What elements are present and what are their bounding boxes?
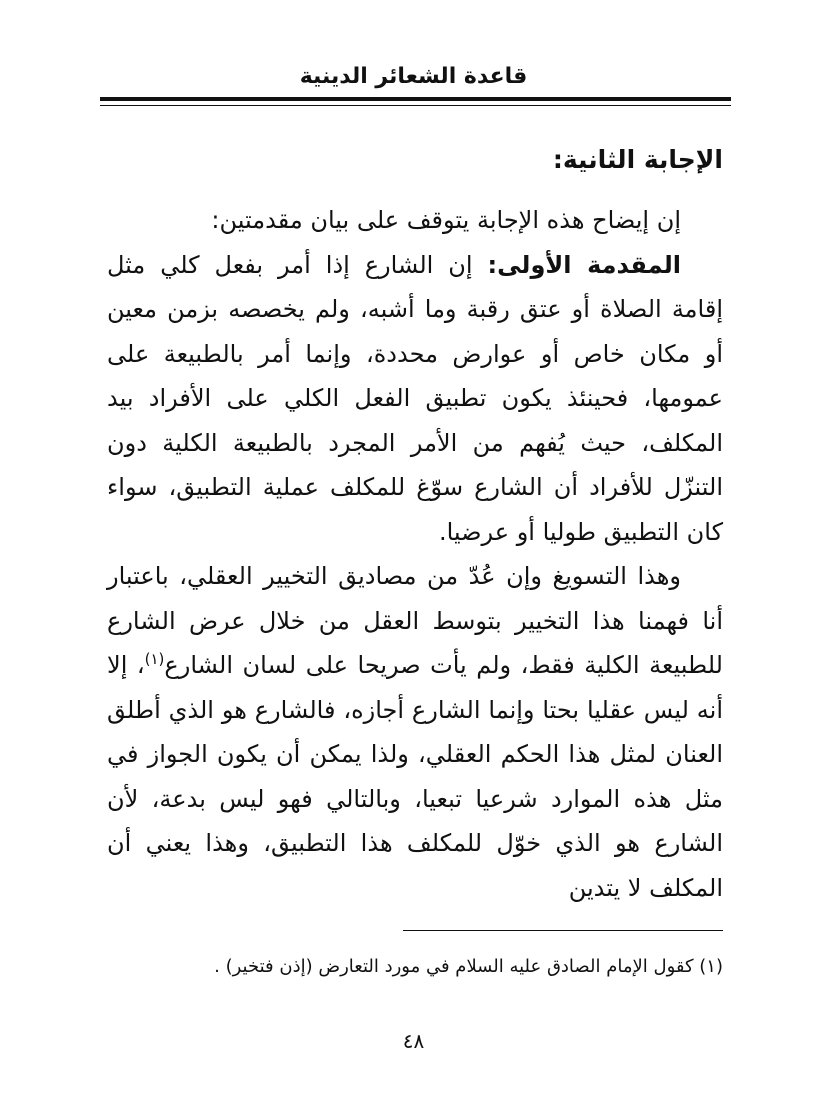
section-heading: الإجابة الثانية: <box>552 145 723 174</box>
paragraph-justification-text-end: ، إلا أنه ليس عقليا بحتا وإنما الشارع أجازه، فالشارع هو الذي أطلق العنان لمثل هذا الحكم العقلي، ولذا يمكن أن يكون الجواز في مثل هذه الموارد شرعيا تبعيا، وبالتالي فهو ليس بدعة، لأن الشارع هو الذي خوّل للمكلف هذا التطبيق، وهذا يعني أن المكلف لا يتدين <box>107 651 723 902</box>
footnote: (١) كقول الإمام الصادق عليه السلام في مورد التعارض (إذن فتخير) . <box>214 956 723 977</box>
paragraph-first-premise <box>107 243 723 555</box>
footnote-reference-mark[interactable]: (١) <box>144 650 165 668</box>
header-rule-thick <box>100 97 731 101</box>
paragraph-justification-text-start: وهذا التسويغ وإن عُدّ من مصاديق التخيير العقلي، باعتبار أنا فهمنا هذا التخيير بتوسط العقل من خلال عرض الشارع للطبيعة الكلية فقط، ولم يأت صريحا على لسان الشارع <box>107 562 723 679</box>
paragraph-intro <box>107 198 723 243</box>
paragraph-lead-label: المقدمة الأولى: <box>487 250 682 279</box>
running-header: قاعدة الشعائر الدينية <box>299 64 528 89</box>
body-text <box>107 198 723 910</box>
paragraph-first-premise-text: إن الشارع إذا أمر بفعل كلي مثل إقامة الصلاة أو عتق رقبة وما أشبه، ولم يخصصه بزمن معين أو مكان خاص أو عوارض محددة، وإنما أمر بالطبيعة على عمومها، فحينئذ يكون تطبيق الفعل الكلي على الأفراد بيد المكلف، حيث يُفهم من الأمر المجرد بالطبيعة الكلية دون التنزّل للأفراد أن الشارع سوّغ للمكلف عملية التطبيق، سواء كان التطبيق طوليا أو عرضيا. <box>107 250 723 546</box>
footnote-separator <box>403 930 723 931</box>
header-rule-thin <box>100 105 731 106</box>
paragraph-intro-text: إن إيضاح هذه الإجابة يتوقف على بيان مقدمتين: <box>211 206 681 234</box>
paragraph-justification <box>107 554 723 910</box>
page-number: ٤٨ <box>402 1029 425 1053</box>
